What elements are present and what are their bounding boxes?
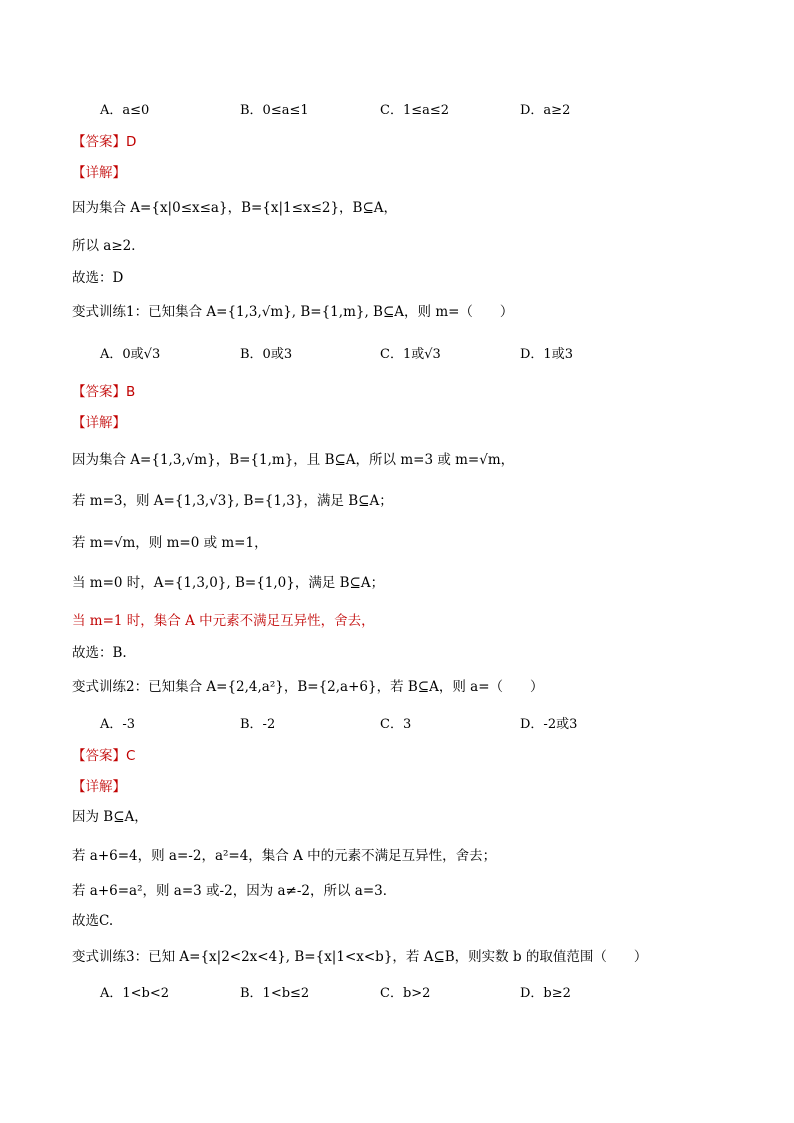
q1-detail-tag: 【详解】 [72,415,126,431]
q1-option-b: B．0或3 [240,347,293,362]
q3-option-b: B．1<b≤2 [240,986,310,1001]
q2-detail-line-4: 故选C. [72,913,114,929]
q1-detail-line-2: 若 m=3，则 A={1,3,√3}, B={1,3}，满足 B⊆A； [72,493,393,509]
q1-answer [72,382,135,402]
q2-question: 变式训练2：已知集合 A={2,4,a²}，B={2,a+6}，若 B⊆A，则 a=（ ） [72,679,544,695]
answer-tag: 【答案】 [72,384,126,400]
q0-answer [72,132,136,152]
q0-option-b: B．0≤a≤1 [240,103,309,118]
q0-option-a: A．a≤0 [100,103,150,118]
q0-option-d: D．a≥2 [520,103,571,118]
q2-detail-line-1: 因为 B⊆A， [72,809,148,825]
answer-value: D [126,134,137,150]
q1-detail-line-3: 若 m=√m，则 m=0 或 m=1， [72,535,268,551]
q0-detail-line-1: 因为集合 A={x|0≤x≤a}，B={x|1≤x≤2}，B⊆A， [72,200,398,216]
q1-detail-line-1: 因为集合 A={1,3,√m}，B={1,m}，且 B⊆A，所以 m=3 或 m=√m， [72,452,515,468]
q2-answer [72,746,135,766]
q0-detail-line-2: 所以 a≥2． [72,238,145,254]
q3-question: 变式训练3：已知 A={x|2<2x<4}, B={x|1<x<b}，若 A⊆B，则实数 b 的取值范围（ ） [72,949,648,965]
q2-option-d: D．-2或3 [520,717,578,732]
q3-option-a: A．1<b<2 [100,986,170,1001]
q1-detail-line-6: 故选：B. [72,645,127,661]
q0-detail-line-3: 故选：D [72,270,124,286]
q2-detail-line-2: 若 a+6=4，则 a=-2，a²=4，集合 A 中的元素不满足互异性，舍去； [72,848,497,864]
q0-detail-tag: 【详解】 [72,165,126,181]
q2-detail-tag: 【详解】 [72,779,126,795]
q2-option-b: B．-2 [240,717,276,732]
q1-detail-line-5: 当 m=1 时，集合 A 中元素不满足互异性，舍去， [72,613,375,629]
q2-option-a: A．-3 [100,717,136,732]
q1-option-d: D．1或3 [520,347,573,362]
answer-value: B [126,384,136,400]
q1-detail-line-4: 当 m=0 时，A={1,3,0}, B={1,0}，满足 B⊆A； [72,575,385,591]
answer-tag: 【答案】 [72,134,126,150]
q1-option-a: A．0或√3 [100,347,161,362]
q3-option-d: D．b≥2 [520,986,571,1001]
answer-value: C [126,748,136,764]
q0-option-c: C．1≤a≤2 [380,103,450,118]
q2-option-c: C．3 [380,717,412,732]
q1-option-c: C．1或√3 [380,347,441,362]
q3-option-c: C．b>2 [380,986,431,1001]
q1-question: 变式训练1：已知集合 A={1,3,√m}, B={1,m}, B⊆A，则 m=（ ） [72,304,514,320]
q2-detail-line-3: 若 a+6=a²，则 a=3 或-2，因为 a≠-2，所以 a=3． [72,883,397,899]
answer-tag: 【答案】 [72,748,126,764]
